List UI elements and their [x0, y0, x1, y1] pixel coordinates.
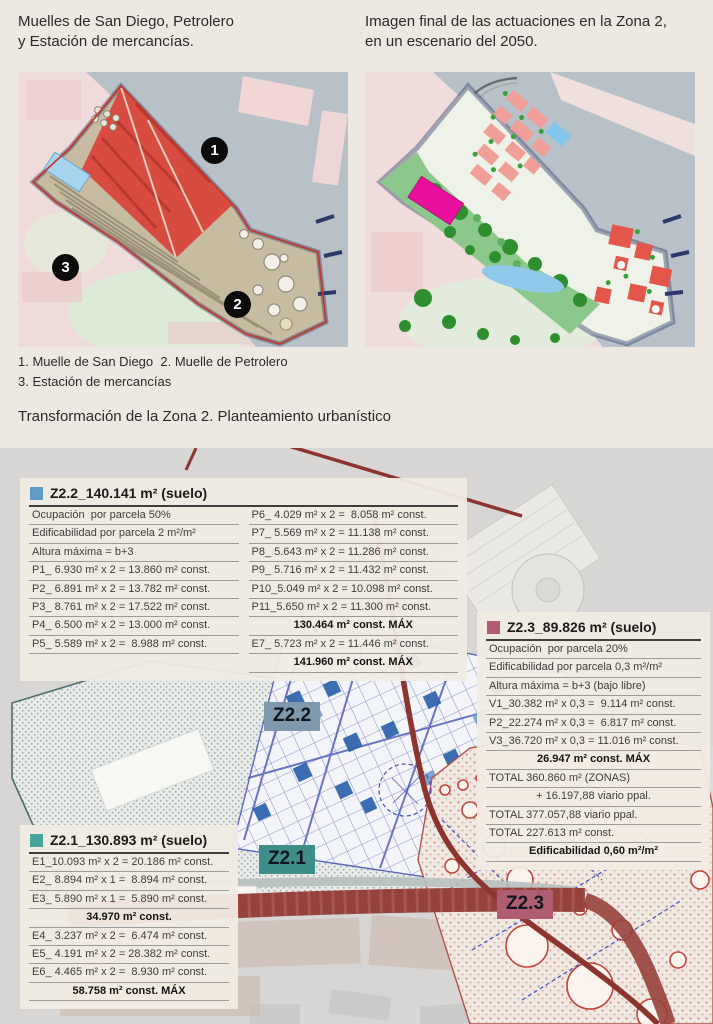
zone-box-z22 — [20, 478, 467, 681]
zone-box-z22-title: Z2.2_140.141 m² (suelo) — [50, 485, 208, 501]
map-2050-image — [365, 72, 695, 347]
table-row: TOTAL 377.057,88 viario ppal. — [486, 807, 701, 825]
z23-color-swatch — [487, 621, 500, 634]
z23-rows — [486, 641, 701, 862]
title-right-line2: en un escenario del 2050. — [365, 32, 538, 50]
table-row: Altura máxima = b+3 — [29, 544, 239, 562]
zone-tag-z22: Z2.2 — [264, 702, 320, 731]
zone-box-z23-header — [486, 618, 701, 641]
table-row: E1_10.093 m² x 2 = 20.186 m² const. — [29, 854, 229, 872]
table-row: E4_ 3.237 m² x 2 = 6.474 m² const. — [29, 928, 229, 946]
map-current-state-image — [18, 72, 348, 347]
table-row: P9_ 5.716 m² x 2 = 11.432 m² const. — [249, 562, 459, 580]
table-row: Ocupación por parcela 50% — [29, 507, 239, 525]
legend-line2: 3. Estación de mercancías — [18, 373, 172, 389]
table-row: P8_ 5.643 m² x 2 = 11.286 m² const. — [249, 544, 459, 562]
table-row: P10_5.049 m² x 2 = 10.098 m² const. — [249, 581, 459, 599]
table-row: TOTAL 227.613 m² const. — [486, 825, 701, 843]
map-2050-scenario — [365, 72, 695, 347]
table-row: 58.758 m² const. MÁX — [29, 983, 229, 1001]
zone-box-z23-title: Z2.3_89.826 m² (suelo) — [507, 619, 657, 635]
map-marker-3 — [52, 254, 79, 281]
table-row: Edificabilidad por parcela 0,3 m²/m² — [486, 659, 701, 677]
zone-box-z21 — [20, 825, 238, 1009]
table-row: 26.947 m² const. MÁX — [486, 751, 701, 769]
table-row: Altura máxima = b+3 (bajo libre) — [486, 678, 701, 696]
map-current-state — [18, 72, 348, 347]
zone-box-z21-title: Z2.1_130.893 m² (suelo) — [50, 832, 208, 848]
table-row: E3_ 5.890 m² x 1 = 5.890 m² const. — [29, 891, 229, 909]
zone-tag-z21: Z2.1 — [259, 845, 315, 874]
z22-left-column — [29, 507, 239, 673]
legend-line1: 1. Muelle de San Diego 2. Muelle de Petrolero — [18, 354, 288, 369]
z21-color-swatch — [30, 834, 43, 847]
table-row: P3_ 8.761 m² x 2 = 17.522 m² const. — [29, 599, 239, 617]
zone-tag-z23: Z2.3 — [497, 890, 553, 919]
table-row: 130.464 m² const. MÁX — [249, 617, 459, 635]
title-left-line2: y Estación de mercancías. — [18, 32, 194, 50]
title-left — [18, 12, 338, 52]
title-left-line1: Muelles de San Diego, Petrolero — [18, 13, 234, 30]
table-row: P7_ 5.569 m² x 2 = 11.138 m² const. — [249, 525, 459, 543]
table-row: E2_ 8.894 m² x 1 = 8.894 m² const. — [29, 872, 229, 890]
map-marker-2 — [224, 291, 251, 318]
title-right — [365, 12, 700, 52]
title-right-line1: Imagen final de las actuaciones en la Zona 2, — [365, 13, 667, 30]
table-row: TOTAL 360.860 m² (ZONAS) — [486, 770, 701, 788]
table-row: P5_ 5.589 m² x 2 = 8.988 m² const. — [29, 636, 239, 654]
map-marker-1 — [201, 137, 228, 164]
table-row: Ocupación por parcela 20% — [486, 641, 701, 659]
table-row: E5_ 4.191 m² x 2 = 28.382 m² const. — [29, 946, 229, 964]
table-row: P1_ 6.930 m² x 2 = 13.860 m² const. — [29, 562, 239, 580]
section-title: Transformación de la Zona 2. Planteamiento urbanístico — [18, 408, 391, 425]
zone-box-z22-header — [29, 484, 458, 507]
table-row: + 16.197,88 viario ppal. — [486, 788, 701, 806]
table-row: E6_ 4.465 m² x 2 = 8.930 m² const. — [29, 964, 229, 982]
table-row: P4_ 6.500 m² x 2 = 13.000 m² const. — [29, 617, 239, 635]
table-row: V3_36.720 m² x 0,3 = 11.016 m² const. — [486, 733, 701, 751]
z22-right-column — [249, 507, 459, 673]
table-row: 34.970 m² const. — [29, 909, 229, 927]
map-marker-1-label: 1 — [210, 142, 219, 159]
z21-rows — [29, 854, 229, 1001]
table-row: E7_ 5.723 m² x 2 = 11.446 m² const. — [249, 636, 459, 654]
table-row: Edificabilidad por parcela 2 m²/m² — [29, 525, 239, 543]
map-marker-2-label: 2 — [233, 296, 242, 313]
table-row: P11_5.650 m² x 2 = 11.300 m² const. — [249, 599, 459, 617]
table-row: Edificabilidad 0,60 m²/m² — [486, 843, 701, 861]
zone-box-z23 — [477, 612, 710, 870]
table-row: 141.960 m² const. MÁX — [249, 654, 459, 672]
table-row: P2_ 6.891 m² x 2 = 13.782 m² const. — [29, 581, 239, 599]
z22-color-swatch — [30, 487, 43, 500]
table-row: P2_22.274 m² x 0,3 = 6.817 m² const. — [486, 715, 701, 733]
table-row: P6_ 4.029 m² x 2 = 8.058 m² const. — [249, 507, 459, 525]
zone-box-z21-header — [29, 831, 229, 854]
table-row: V1_30.382 m² x 0,3 = 9.114 m² const. — [486, 696, 701, 714]
map-marker-3-label: 3 — [61, 259, 70, 276]
map-legend — [18, 352, 288, 391]
